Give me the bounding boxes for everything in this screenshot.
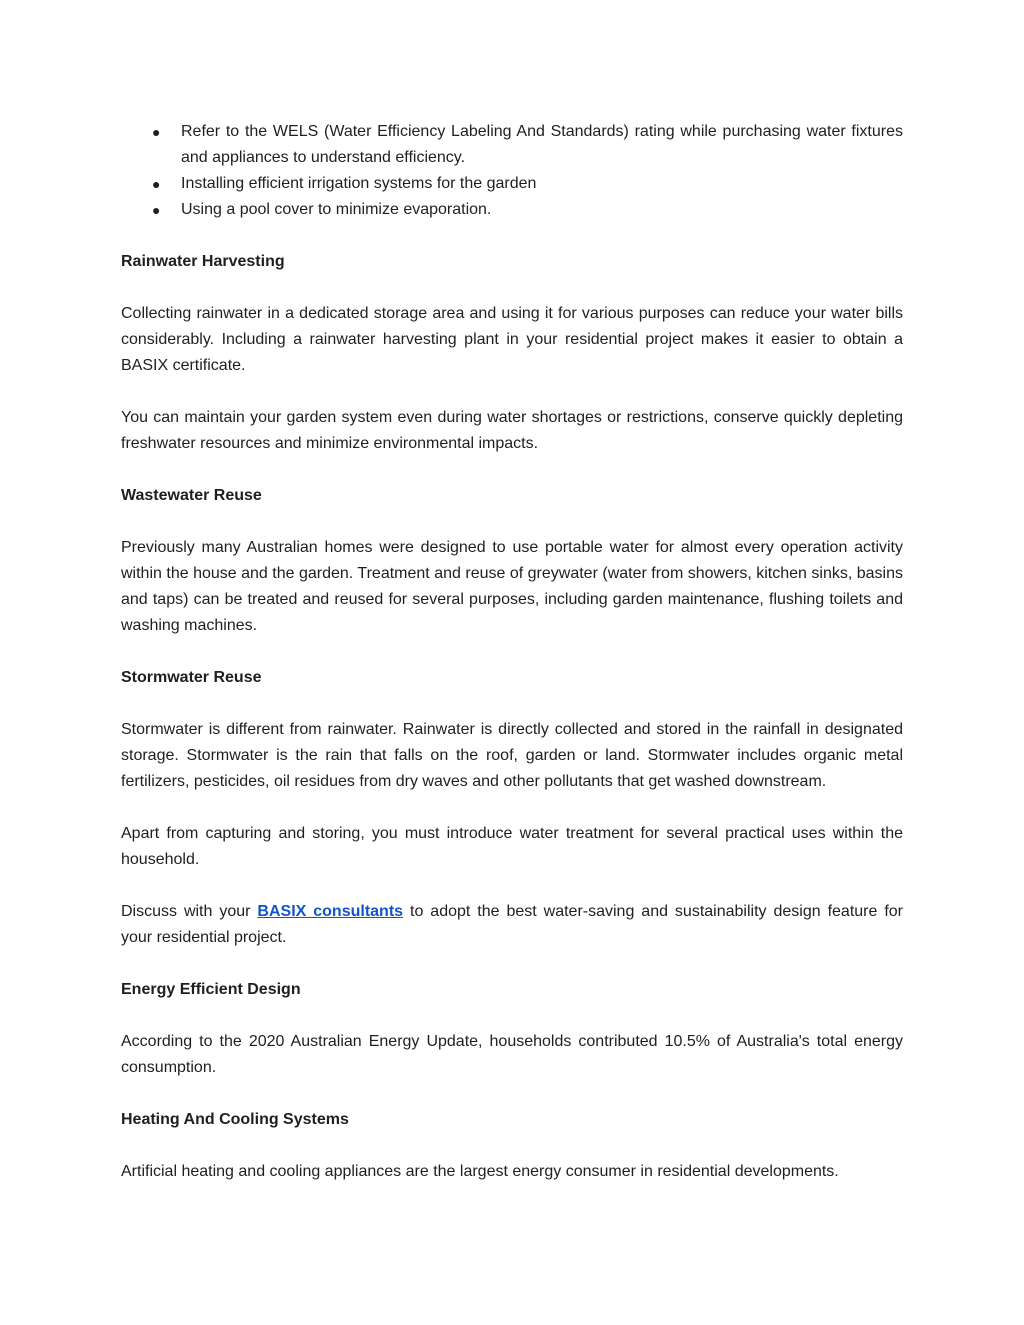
bullet-item (121, 197, 903, 223)
section-heading-rainwater: Rainwater Harvesting (121, 253, 285, 270)
bullet-text: Using a pool cover to minimize evaporation. (181, 201, 492, 218)
paragraph-with-link (121, 899, 903, 951)
bullet-text: Refer to the WELS (Water Efficiency Labeling And Standards) rating while purchasing water fixtures and appliances to understand efficiency. (181, 123, 903, 166)
bullet-icon: ● (152, 176, 161, 192)
bullet-item (121, 171, 903, 197)
paragraph-text: to adopt the best water-saving and sustainability design feature for your residential project. (121, 903, 904, 946)
section-heading-energy: Energy Efficient Design (121, 981, 301, 998)
section-heading-heating: Heating And Cooling Systems (121, 1111, 349, 1128)
bullet-list (121, 119, 903, 223)
paragraph: Collecting rainwater in a dedicated storage area and using it for various purposes can reduce your water bills considerably. Including a rainwater harvesting plant in your residential project makes it easier to obtain a BASIX certificate. (121, 305, 903, 374)
document-page (121, 119, 903, 1185)
section-heading-wastewater: Wastewater Reuse (121, 487, 262, 504)
bullet-item (121, 119, 903, 171)
paragraph: You can maintain your garden system even during water shortages or restrictions, conserve quickly depleting freshwater resources and minimize environmental impacts. (121, 409, 903, 452)
paragraph: Previously many Australian homes were designed to use portable water for almost every operation activity within the house and the garden. Treatment and reuse of greywater (water from showers, kitchen sinks, basins and taps) can be treated and reused for several purposes, including garden maintenance, flushing toilets and washing machines. (121, 539, 903, 634)
paragraph-text: Discuss with your (121, 903, 258, 920)
bullet-icon: ● (152, 202, 161, 218)
paragraph: Stormwater is different from rainwater. Rainwater is directly collected and stored in the rainfall in designated storage. Stormwater is the rain that falls on the roof, garden or land. Stormwater includes organic metal fertilizers, pesticides, oil residues from dry waves and other pollutants that get washed downstream. (121, 721, 903, 790)
section-heading-stormwater: Stormwater Reuse (121, 669, 262, 686)
paragraph: Artificial heating and cooling appliances are the largest energy consumer in residential developments. (121, 1163, 839, 1180)
bullet-text: Installing efficient irrigation systems for the garden (181, 175, 537, 192)
paragraph: According to the 2020 Australian Energy Update, households contributed 10.5% of Australia's total energy consumption. (121, 1033, 903, 1076)
paragraph: Apart from capturing and storing, you must introduce water treatment for several practical uses within the household. (121, 825, 903, 868)
bullet-icon: ● (152, 124, 161, 140)
basix-consultants-link[interactable]: BASIX consultants (257, 903, 404, 920)
